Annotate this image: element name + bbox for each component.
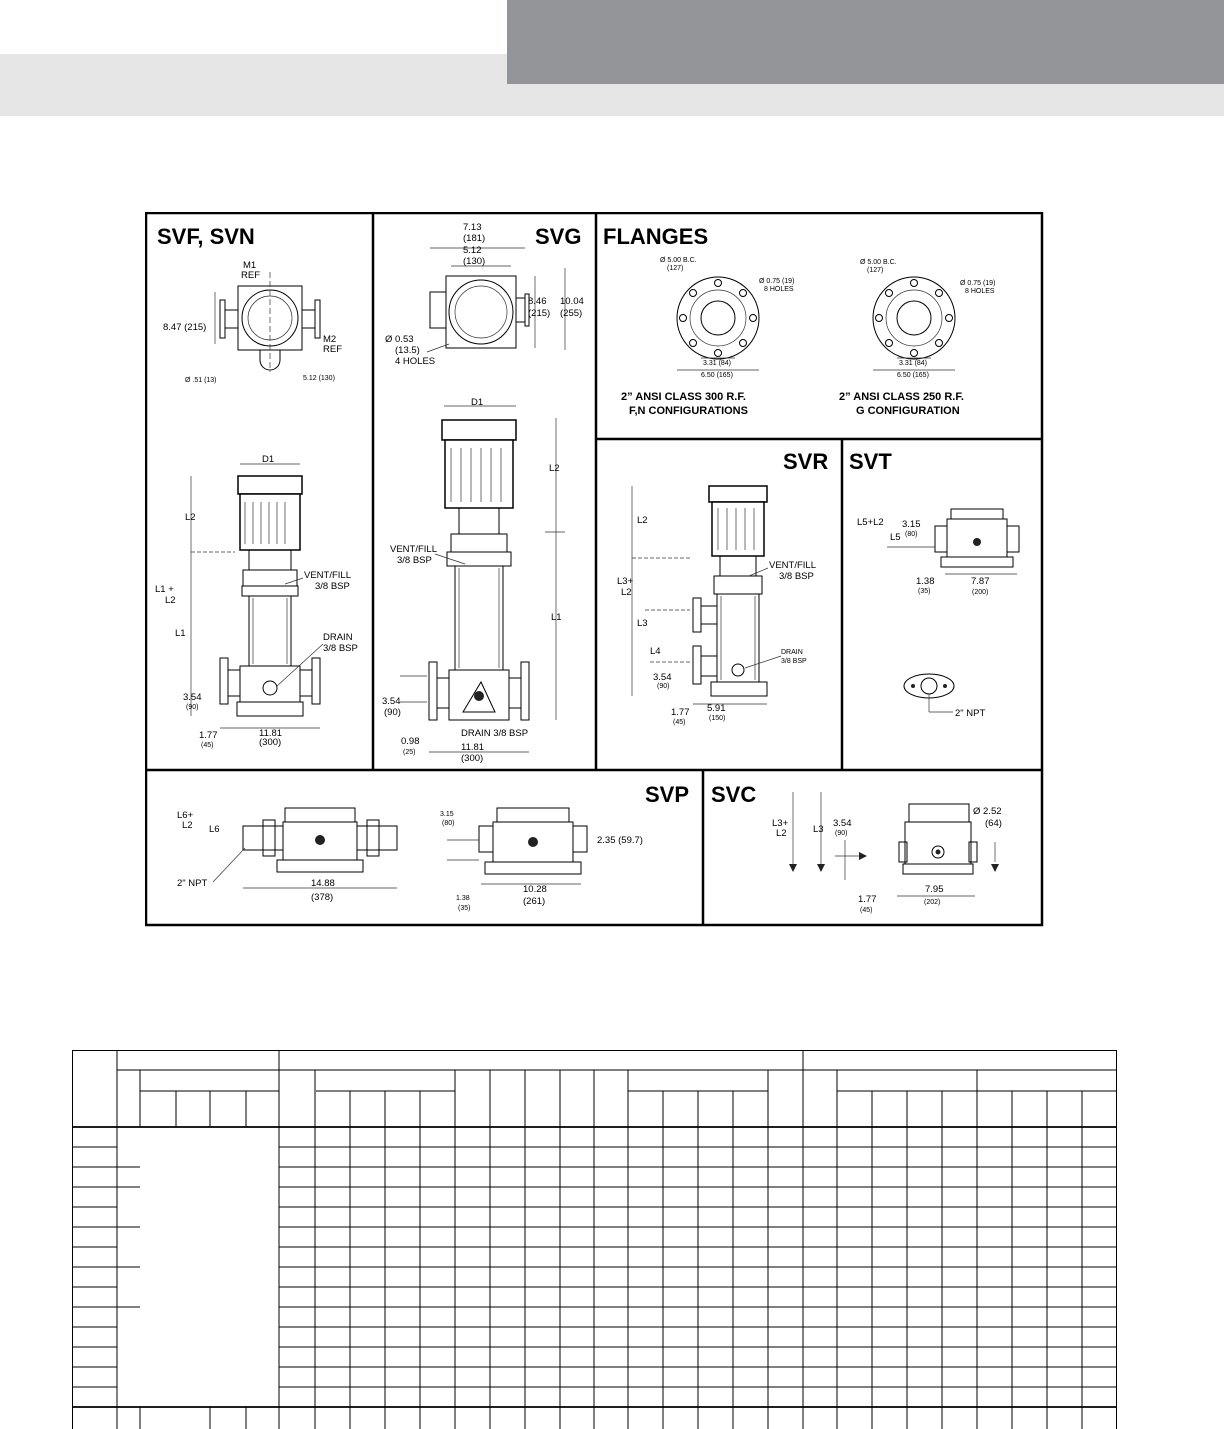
dimension-table-grid	[72, 1050, 1118, 1429]
label-0-98-mm: (25)	[403, 749, 416, 756]
label-l1: L1	[551, 612, 562, 623]
panel-svt	[849, 449, 1019, 719]
label-8-46-mm: (215)	[528, 308, 551, 319]
label-1-38: 1.38	[916, 576, 935, 587]
label-l3: L3	[813, 824, 824, 835]
label-bc: Ø 5.00 B.C.	[860, 259, 897, 266]
label-l5: L5	[890, 532, 901, 543]
panel-svf-svn	[155, 224, 358, 749]
label-2-npt: 2" NPT	[955, 708, 986, 719]
panel-title: FLANGES	[603, 224, 709, 249]
label-1-38: 1.38	[456, 895, 470, 902]
label-5-12: 5.12	[463, 245, 482, 256]
label-2-52: Ø 2.52	[973, 806, 1002, 817]
label-bc-mm: (127)	[667, 265, 684, 272]
svp-left-view	[243, 808, 397, 888]
label-l3: L3	[637, 618, 648, 629]
label-1-77-mm: (45)	[673, 719, 686, 726]
label-hole-dia: Ø 0.53	[385, 334, 414, 345]
label-l1-plus: L1 +	[155, 584, 174, 595]
label-m2: M2	[323, 334, 337, 345]
label-3-54: 3.54	[382, 696, 401, 707]
label-drain-size: 3/8 BSP	[323, 643, 358, 654]
label-l6-plus: L6+	[177, 810, 194, 821]
label-3-54-mm: (90)	[657, 683, 670, 690]
label-vent-fill: VENT/FILL	[769, 560, 816, 571]
label-7-87-mm: (200)	[972, 589, 989, 596]
label-l3-plus-l2: L2	[776, 828, 787, 839]
label-2-35: 2.35 (59.7)	[597, 835, 643, 846]
panel-flanges	[603, 224, 995, 417]
label-14-88: 14.88	[311, 878, 335, 889]
label-11-81: 11.81	[259, 728, 283, 739]
label-2-npt: 2" NPT	[177, 878, 208, 889]
label-1-77: 1.77	[858, 894, 877, 905]
flange-left-caption-2: F,N CONFIGURATIONS	[629, 405, 748, 417]
label-8-47: 8.47 (215)	[163, 322, 207, 333]
label-10-04: 10.04	[560, 296, 584, 307]
label-5-91: 5.91	[707, 703, 726, 714]
label-l1-plus-l2: L2	[165, 595, 176, 606]
panel-svc	[711, 782, 1002, 914]
panel-title: SVG	[535, 224, 582, 249]
panel-svr	[617, 449, 828, 726]
label-l3-plus: L3+	[617, 576, 634, 587]
label-holes: Ø 0.75 (19)	[759, 278, 795, 285]
label-drain: DRAIN 3/8 BSP	[461, 728, 529, 739]
label-l1: L1	[175, 628, 186, 639]
panel-title: SVC	[711, 782, 757, 807]
label-3-54: 3.54	[183, 692, 202, 703]
label-3-54-mm: (90)	[384, 707, 401, 718]
label-d1: D1	[262, 454, 275, 465]
label-drain-size: 3/8 BSP	[781, 658, 807, 665]
label-l6-plus-l2: L2	[182, 820, 193, 831]
label-hole-dia-mm: (13.5)	[395, 345, 420, 356]
label-11-81: 11.81	[461, 742, 485, 753]
label-10-04-mm: (255)	[560, 308, 583, 319]
label-2-52-mm: (64)	[985, 818, 1002, 829]
panel-svp	[177, 782, 689, 912]
label-0-98: 0.98	[401, 736, 420, 747]
label-1-77: 1.77	[199, 730, 218, 741]
flange-right-drawing	[873, 277, 955, 370]
label-bolt-hole: Ø .51 (13)	[185, 377, 217, 384]
label-holes: Ø 0.75 (19)	[960, 280, 996, 287]
label-1-38-mm: (35)	[458, 905, 471, 912]
label-1-77: 1.77	[671, 707, 690, 718]
label-bc-mm: (127)	[867, 267, 884, 274]
label-10-28-mm: (261)	[523, 896, 546, 907]
label-6-50: 6.50 (165)	[701, 372, 733, 379]
label-5-12-mm: (130)	[463, 256, 486, 267]
flange-left-drawing	[677, 277, 759, 370]
label-l4: L4	[650, 646, 661, 657]
label-bc: Ø 5.00 B.C.	[660, 257, 697, 264]
svf-side-view	[191, 464, 320, 716]
header-band-dark	[507, 0, 1224, 84]
panel-title: SVP	[645, 782, 690, 807]
label-1-77-mm: (45)	[860, 907, 873, 914]
label-vent-fill: VENT/FILL	[304, 570, 351, 581]
svp-right-view	[447, 808, 587, 884]
label-3-54: 3.54	[833, 818, 852, 829]
label-3-54: 3.54	[653, 672, 672, 683]
label-l3-plus-l2: L2	[621, 587, 632, 598]
label-holes-count: 8 HOLES	[965, 288, 995, 295]
label-1-38-mm: (35)	[918, 588, 931, 595]
svr-side-view	[632, 486, 767, 696]
label-3-54-mm: (90)	[835, 830, 848, 837]
label-5-12: 5.12 (130)	[303, 375, 335, 382]
label-3-31: 3.31 (84)	[703, 360, 732, 367]
panel-title: SVF, SVN	[157, 224, 255, 249]
panel-title: SVT	[849, 449, 892, 474]
label-m1: M1	[243, 260, 257, 271]
label-11-81-mm: (300)	[461, 753, 484, 764]
label-7-13: 7.13	[463, 222, 482, 233]
label-drain: DRAIN	[323, 632, 353, 643]
label-3-31: 3.31 (84)	[899, 360, 928, 367]
label-m1-ref: REF	[241, 270, 260, 281]
panel-title: SVR	[783, 449, 829, 474]
label-7-95-mm: (202)	[924, 899, 941, 906]
label-3-15: 3.15	[902, 519, 921, 530]
label-7-13-mm: (181)	[463, 233, 486, 244]
label-11-81-mm: (300)	[259, 737, 282, 748]
label-l2: L2	[549, 463, 560, 474]
pump-dimension-diagram	[145, 212, 1045, 928]
label-vent-size: 3/8 BSP	[397, 555, 432, 566]
label-m2-ref: REF	[323, 344, 342, 355]
label-4-holes: 4 HOLES	[395, 356, 436, 367]
label-l3-plus: L3+	[772, 818, 789, 829]
svf-top-view	[215, 272, 320, 372]
label-drain: DRAIN	[781, 649, 803, 656]
label-l2: L2	[637, 515, 648, 526]
label-6-50: 6.50 (165)	[897, 372, 929, 379]
label-l6: L6	[209, 824, 220, 835]
flange-right-caption-1: 2” ANSI CLASS 250 R.F.	[839, 391, 964, 403]
flange-left-caption-1: 2” ANSI CLASS 300 R.F.	[621, 391, 746, 403]
label-7-95: 7.95	[925, 884, 944, 895]
npt-fitting-icon	[904, 674, 954, 712]
svg-side-view	[400, 406, 565, 752]
label-vent-size: 3/8 BSP	[315, 581, 350, 592]
label-l5-plus-l2: L5+L2	[857, 517, 884, 528]
label-5-91-mm: (150)	[709, 715, 726, 722]
label-holes-count: 8 HOLES	[764, 286, 794, 293]
label-d1: D1	[471, 397, 484, 408]
label-14-88-mm: (378)	[311, 892, 334, 903]
panel-svg	[382, 222, 584, 764]
label-8-46: 8.46	[528, 296, 547, 307]
label-7-87: 7.87	[971, 576, 990, 587]
label-3-15-mm: (80)	[905, 531, 918, 538]
label-3-15: 3.15	[440, 811, 454, 818]
label-vent-size: 3/8 BSP	[779, 571, 814, 582]
label-3-15-mm: (80)	[442, 820, 455, 827]
flange-right-caption-2: G CONFIGURATION	[856, 405, 960, 417]
label-3-54-mm: (90)	[186, 704, 199, 711]
label-l2: L2	[185, 512, 196, 523]
label-vent-fill: VENT/FILL	[390, 544, 437, 555]
label-10-28: 10.28	[523, 884, 547, 895]
label-1-77-mm: (45)	[201, 742, 214, 749]
svc-side-view	[789, 792, 999, 896]
